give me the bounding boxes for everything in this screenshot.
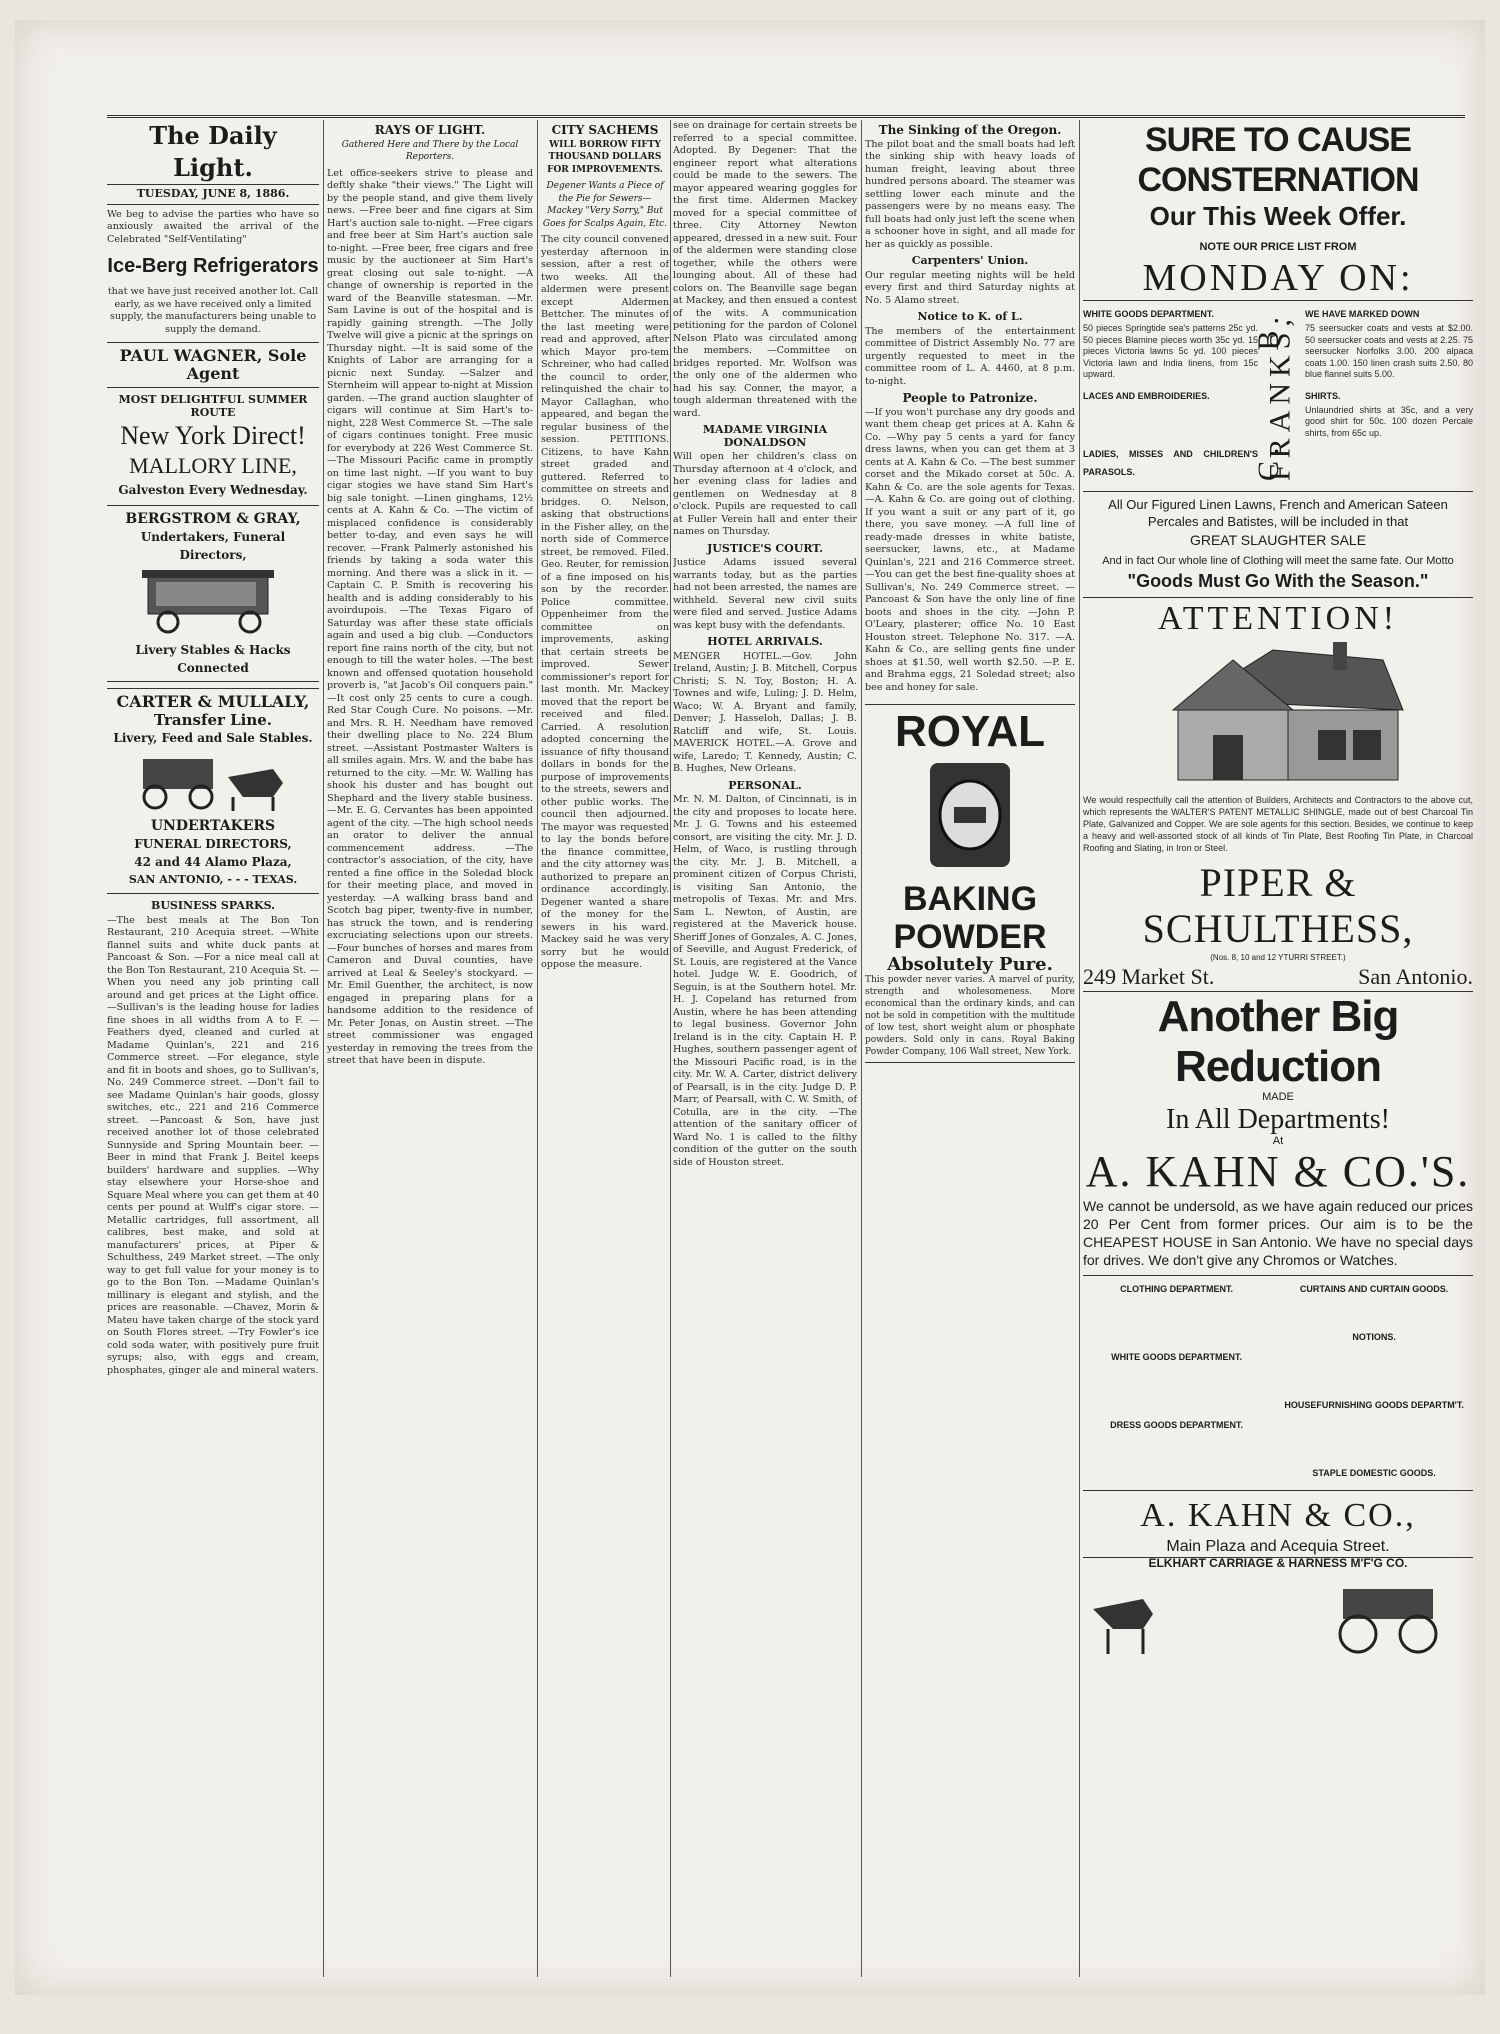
livery-stables: Livery Stables & Hacks Connected (135, 642, 291, 675)
all-departments: In All Departments! (1166, 1103, 1390, 1135)
made-word: MADE (1262, 1091, 1294, 1103)
notions-heading: NOTIONS. (1352, 1332, 1396, 1342)
figured-lawns: All Our Figured Linen Lawns, French and American Sateen Percales and Batistes, will be included in that (1108, 497, 1448, 529)
new-york-direct: New York Direct! (120, 421, 306, 450)
dateline: TUESDAY, JUNE 8, 1886. (107, 185, 319, 205)
dress-goods-heading: DRESS GOODS DEPARTMENT. (1110, 1420, 1244, 1430)
carpenters-heading: Carpenters' Union. (911, 254, 1029, 267)
oregon-heading: The Sinking of the Oregon. (878, 123, 1062, 137)
staple-heading: STAPLE DOMESTIC GOODS. (1312, 1468, 1436, 1478)
iceberg-heading: Ice-Berg Refrigerators (107, 255, 319, 277)
patronize-heading: People to Patronize. (902, 391, 1038, 405)
column-5 (865, 120, 1075, 1977)
undertakers-2: UNDERTAKERS (150, 818, 276, 834)
column-3 (541, 120, 669, 1977)
main-plaza: Main Plaza and Acequia Street. (1166, 1538, 1390, 1555)
oregon-body: The pilot boat and the small boats had left the sinking ship with heavy loads of human freight, leaving about three hundred persons aboard. The steamer was settling lower each minute and the passengers were by no means easy. The full boats had only just left the scene when a schooner hove in sight, and all made for her as quickly as possible. (865, 138, 1075, 250)
column-6-ads (1083, 120, 1473, 1977)
hearse-illustration (138, 564, 288, 636)
sachems-heading: CITY SACHEMS (551, 123, 659, 137)
franks-price-list (1083, 300, 1473, 492)
kol-body: The members of the entertainment committee of District Assembly No. 77 are urgently requested to meet in the committee room of L. A. 4460, at 8 p.m. to-night. (865, 325, 1075, 387)
iceberg-body: that we have just received another lot. Call early, as we have received only a limited supply, the manufacturers being unable to supply the demand. (107, 286, 319, 335)
hotel-heading: HOTEL ARRIVALS. (707, 635, 823, 648)
column-4 (673, 120, 857, 1977)
baking-powder-can (910, 755, 1030, 875)
column-rule (1079, 120, 1080, 1977)
business-sparks-body: —The best meals at The Bon Ton Restaurant, 210 Acequia street. —White flannel suits and white duck pants at Pancoast & Son. —For a nice meal call at the Bon Ton Restaurant, 210 Acequia St. —When you need any job printing call around and get prices at the Light office. —Sullivan's is the leading house for ladies fine shoes in all widths from A to F. —Feathers dyed, cleaned and curled at Madame Quinlan's, 221 and 216 Commerce street. —For elegance, style and fit in boots and shoes, go to Sullivan's, No. 249 Commerce street. —Don't fail to see Madame Quinlan's hair goods, glossy switches, etc., 221 and 216 Commerce street. —Pancoast & Son, have just received another lot of those celebrated Sunnyside and Spring Mountain beer. —Beer in mind that Frank J. Beitel keeps builders' hardware and supplies. —Why stay elsewhere your Horse-shoe and Square Meal where you can get them at 40 cents per pound at Wulff's cigar store. —Metallic cartridges, full assortment, all calibres, best make, and sold at manufacturers' prices, at Piper & Schulthess, 249 Market street. —The only way to get full value for your money is to go to the Bon Ton. —Madame Quinlan's millinary is elegant and stylish, and the prices are reasonable. —Chavez, Morin & Mateu have taken charge of the stock yard on South Flores street. —Try Fowler's ice cold soda water, with positively pure fruit syrups; also, with eggs and cream, phosphates, ginger ale and mineral waters. (107, 914, 319, 1376)
piper-schulthess: PIPER & SCHULTHESS, (1142, 859, 1414, 951)
alamo-address: 42 and 44 Alamo Plaza, (134, 855, 292, 869)
patronize-body: —If you won't purchase any dry goods and want them cheap get prices at A. Kahn & Co. —Why pay 5 cents a yard for fancy dress lawns, when you can get them at 3 cents at A. Kahn & Co. —The best summer corset and the Mikado corset at 50c. A. Kahn & Co. are the sole agents for Texas. —A. Kahn & Co. are going out of clothing. If you want a suit or any part of it, go there, you save money. —A full line of ready-made dresses in white batiste, seersucker, lawns, etc., at Madame Quinlan's, 221 and 216 Commerce street. —You can get the best fine-quality shoes at Sullivan's, No. 249 Commerce street. —Pancoast & Son have the only line of fine boots and shoes in the city. —John P. O'Leary, plasterer; office No. 10 East Houston street. Telephone No. 317. —A. Kahn & Co., are selling gents fine under shoes at $1.50, well worth $2.50. —P. E. and Brahma eggs, 21 Soledad street; also bee and honey for sale. (865, 406, 1075, 693)
funeral-directors: FUNERAL DIRECTORS, (134, 837, 292, 851)
transfer-line: Transfer Line. (153, 710, 273, 729)
galveston-line: Galveston Every Wednesday. (118, 483, 308, 497)
motto: "Goods Must Go With the Season." (1083, 569, 1473, 598)
column-rule (537, 120, 538, 1977)
price-list-note: NOTE OUR PRICE LIST FROM (1199, 241, 1357, 253)
bergstrom-gray: BERGSTROM & GRAY, (125, 511, 301, 527)
shirts-heading: SHIRTS. (1305, 390, 1341, 401)
carter-mullaly: CARTER & MULLALY, (116, 691, 310, 711)
big-reduction: Another Big Reduction (1157, 992, 1399, 1091)
attention-heading: ATTENTION! (1157, 600, 1399, 637)
summer-route: MOST DELIGHTFUL SUMMER ROUTE (118, 393, 308, 419)
personal-body: Mr. N. M. Dalton, of Cincinnati, is in the city and proposes to locate here. Mr. J. G. Towns and his esteemed consort, are visiting the city. Mr. J. D. Helm, of Waco, is rustling through the city. Mr. J. B. Mitchell, a prominent citizen of Corpus Christi, is visiting San Antonio, the metropolis of Texas. Mr. and Mrs. Sam L. Newton, of Austin, are registered at the Maverick house. Sheriff Jones of Gonzales, A. C. Jones, of Seeville, and August Frederick, of St. Louis, are registered at the Vance hotel. Judge W. E. Goodrich, of Seguin, is at the Southern hotel. Mr. H. J. Copeland has returned from Austin, where he has been attending to legal business. Governor John Ireland is in the city. Captain H. P. Hughes, southern passenger agent of the Missouri Pacific road, is in the city. Mr. W. A. Carter, district delivery of Pearsall, is in the city. Judge D. P. Marr, of Pearsall, with C. W. Smith, of Cotulla, are in the city. —The attention of the sanitary officer of Ward No. 1 is called to the filthy condition of the gutter on the south side of Houston street. (673, 794, 857, 1168)
consternation-title: SURE TO CAUSE CONSTERNATION (1137, 121, 1419, 199)
column-2 (327, 120, 533, 1977)
intro-notice: We beg to advise the parties who have so anxiously awaited the arrival of the Celebrated "Self-Ventilating" (107, 208, 319, 245)
donaldson-heading: MADAME VIRGINIA DONALDSON (702, 423, 828, 449)
rays-body: Let office-seekers strive to please and deftly shake "their views." The Light will by the people stand, and give them lively news. —Free beer and fine cigars at Sim Hart's auction sale to-night. —Free cigars and free beer at Sim Hart's auction sale to-night. —Free beer, free cigars and free music by the auctioneer at Sim Hart's great closing out sale to-night. —A change of ownership is reported in the ward of the Beanville statesman. —Mr. Sam Lavine is out of the hospital and is rapidly gaining strength. —The Jolly Twelve will give a picnic at the springs on Thursday night. —It is said some of the Knights of Labor are arranging for a picnic next Sunday. —Salzer and Sternheim will appear to-night at Mission garden. —The grand auction slaughter of cigars will continue at Sim Hart's to-night, 228 West Commerce St. —The sale of cigars continues tonight. Free music for everybody at 226 West Commerce St. —The Missouri Pacific came in promptly on time last night. —If you want to buy cigar stogies we have stand Sim Hart's big sale tonight. —Linen ginghams, 12½ cents at A. Kahn & Co. —The victim of misplaced confidence is considerably better to-day, and even says he will recover. —Frank Palmerly astonished his friends by taking a soda water this morning. And there was a slick in it. —Captain C. P. Smith is recovering his health and is adding considerably to his avoirdupois. —The Texas Figaro of Saturday was after these state officials again and used a big club. —Conductors report fine rains north of the city, but not enough to till the water holes. —The best known and offensed quotation household proverb is, "at Jacob's Oil conquers pain." —It cost only 25 cents to cure a cough. Red Star Cough Cure. No poisons. —Mr. and Mrs. R. H. Needham have removed their dwelling place to No. 224 Blum street. —Assistant Postmaster Walters is all smiles again. Mrs. W. and the babe has returned to the city. —Mr. W. Walling has shook his duster and has bought out Shephard and the livery stable business. —Mr. E. G. Cervantes has been appointed agent of the city. —The high school needs an orator to deliver the annual commencement address. —The contractor's association, of the city, have rented a fine office in the Soledad block for their meeting place, and moved in yesterday. —A walking brass band and Scotch bag piper, twenty-five in number, has struck the town, and is rendering excruciating selections upon our streets. —Four bunches of horses and mares from Cameron and Duval counties, have arrived at Leal & Seeley's stockyard. —Mr. Emil Guenther, the architect, is now engaged in preparing plans for a handsome addition to the residence of Mr. Peter Jonas, on Austin street. —The street commissioner was engaged yesterday in removing the trees from the street that have been in dispute. (327, 167, 533, 1066)
carpenters-body: Our regular meeting nights will be held every first and third Saturday nights at No. 5 Alamo street. (865, 269, 1075, 306)
white-goods-heading: WHITE GOODS DEPARTMENT. (1083, 309, 1214, 319)
top-rule (107, 115, 1465, 118)
donaldson-body: Will open her children's class on Thursday afternoon at 4 o'clock, and her evening class for ladies and gentlemen on Wednesday at 8 o'clock. Pupils are requested to call at Fuller Verein hall and enter their names on Thursday. (673, 451, 857, 537)
undertakers-line: Undertakers, Funeral Directors, (140, 530, 286, 562)
week-offer: Our This Week Offer. (1149, 201, 1407, 231)
monday-on: MONDAY ON: (1142, 257, 1414, 299)
white-goods-body: 50 pieces Springtide sea's patterns 25c yd. 50 pieces Blamine pieces worth 35c yd. 15 pieces Victoria lawns 5c yd. 100 pieces Victoria lawn and India linens, from 15c upward. (1083, 323, 1258, 379)
marked-down-body: 75 seersucker coats and vests at $2.00. 50 seersucker coats and vests at 2.25. 75 seersucker Norfolks 3.00. 200 alpaca coats 1.00. 150 linen crash suits 2.50. 80 blue flannel suits 5.00. (1305, 323, 1473, 379)
marked-down-heading: WE HAVE MARKED DOWN (1305, 309, 1420, 319)
kahn-footer: A. KAHN & CO., (1083, 1490, 1473, 1541)
attention-body: We would respectfully call the attention of Builders, Architects and Contractors to the above cut, which represents the WALTER'S PATENT METALLIC SHINGLE, made out of best Charcoal Tin Plate, Galvanized and Copper. We are sole agents for this section. Besides, we continue to keep a heavy and well-assorted stock of all kinds of Tin Plate, Best Roofing Tin Plate, in Charcoal Roofing and Slating, in Iron or Steel. (1083, 794, 1473, 853)
justice-body: Justice Adams issued several warrants today, but as the parties had not been arrested, the names are withheld. Several new civil suits were filed and served. Justice Adams was kept busy with the defendants. (673, 557, 857, 631)
hotel-body: MENGER HOTEL.—Gov. John Ireland, Austin; J. B. Mitchell, Corpus Christi; S. N. Toy, Boston; H. A. Townes and wife, Luling; J. D. Helm, Waco; W. A. Bryant and family, Denver; J. Hasseloh, Dallas; J. B. Ratcliff and wife, St. Louis. MAVERICK HOTEL.—A. Grove and wife, Laredo; T. Kennedy, Austin; C. B. Hughes, New Orleans. (673, 650, 857, 774)
slaughter-sale: GREAT SLAUGHTER SALE (1189, 532, 1367, 548)
white-dept-heading: WHITE GOODS DEPARTMENT. (1111, 1352, 1243, 1362)
clothing-dept-heading: CLOTHING DEPARTMENT. (1120, 1284, 1234, 1294)
column-1 (107, 120, 319, 1977)
council-continued: see on drainage for certain streets be referred to a special committee. Adopted. By Degener: That the engineer report what alterations could be made to the sewers. The mayor appeared wearing goggles for the first time. Aldermen Mackey moved for a special committee of three. City Attorney Newton appeared, dressed in a new suit. Four of the aldermen were standing close together, while the others were lounging about. All of these had colors on. The Beanville sage began at Mackey, and then ensued a contest of the wits. A communication petitioning for the pardon of Colonel Nelson Plato was circulated among the members. —Committee on bridges reported. Mr. Wolfson was the only one of the aldermen who had his say. Conner, the mayor, a tough alderman threatened with the ward. (673, 120, 857, 419)
column-rule (861, 120, 862, 1977)
at-word: At (1272, 1134, 1284, 1147)
business-sparks-heading: BUSINESS SPARKS. (151, 899, 275, 912)
baking-powder-title: BAKING POWDER (893, 879, 1047, 956)
market-street: 249 Market St. (1083, 964, 1215, 989)
royal-title: ROYAL (895, 707, 1045, 756)
rays-subhead: Gathered Here and There by the Local Reporters. (341, 139, 519, 162)
royal-body: This powder never varies. A marvel of purity, strength and wholesomeness. More economical than the ordinary kinds, and can not be sold in competition with the multitude of low test, short weight alum or phosphate powders. Sold only in cans. Royal Baking Powder Company, 106 Wall street, New York. (865, 974, 1075, 1057)
rays-heading: RAYS OF LIGHT. (374, 123, 486, 137)
parasols-heading: LADIES, MISSES AND CHILDREN'S PARASOLS. (1083, 448, 1258, 477)
san-antonio-city: SAN ANTONIO, - - - TEXAS. (128, 873, 298, 886)
mallory-line: MALLORY LINE, (129, 453, 297, 478)
feed-stables: Livery, Feed and Sale Stables. (113, 730, 313, 745)
franks-vertical: C. B. FRANKS, (1252, 311, 1297, 481)
san-antonio: San Antonio. (1358, 964, 1473, 989)
column-rule (323, 120, 324, 1977)
kahn-title: A. KAHN & CO.'S. (1085, 1147, 1471, 1196)
sachems-body: The city council convened yesterday afternoon in session, after a rest of two weeks. All the aldermen were present except Aldermen Bettcher. The minutes of the last meeting were read and approved, after which Mayor pro-tem Schreiner, who had called the council to order, relinquished the chair to Mayor Callaghan, who appeared, and began the regular business of the session. PETITIONS. Citizens, to have Kahn street graded and guttered. Referred to committee on streets and bridges. O. Nelson, asking that obstructions in the Fisher alley, on the north side of Commerce street, be removed. Filed. Geo. Reuter, for remission of a fine imposed on his son by the recorder. Police committee. Oppenheimer from the committee on improvements, asking that certain streets be improved. Sewer commissioner's report for last month. Mr. Mackey moved that the report be received and filed. Carried. A resolution adopted concerning the issuance of fifty thousand dollars in bonds for the purpose of improvements to the streets, sewers and other public works. The council then adjourned. The mayor was requested to lay the bonds before the finance committee, and the city attorney was authorized to prepare an ordinance accordingly. Degener wanted a share of the money for the sewers in his ward. Mackey said he was very sorry but he would oppose the measure. (541, 234, 669, 970)
personal-heading: PERSONAL. (728, 778, 802, 792)
justice-heading: JUSTICE'S COURT. (707, 541, 823, 555)
sachems-subhead-2: Degener Wants a Piece of the Pie for Sewers—Mackey "Very Sorry," But Goes for Scalps Again, Etc. (542, 181, 668, 229)
kol-heading: Notice to K. of L. (917, 310, 1023, 323)
masthead-title: The Daily Light. (107, 120, 319, 185)
piper-address-sub: (Nos. 8, 10 and 12 YTURRI STREET.) (1210, 952, 1346, 962)
elkhart-heading: ELKHART CARRIAGE & HARNESS M'F'G CO. (1083, 1557, 1473, 1570)
column-rule (670, 120, 671, 1977)
housefurnishing-heading: HOUSEFURNISHING GOODS DEPARTM'T. (1284, 1400, 1464, 1410)
carriage-illustration (133, 747, 293, 813)
shingle-house-illustration (1083, 640, 1473, 790)
clothing-line: And in fact Our whole line of Clothing will meet the same fate. Our Motto (1102, 555, 1454, 567)
shirts-body: Unlaundried shirts at 35c, and a very good shirt for 50c. 100 dozen Percale shirts, from 65c up. (1305, 404, 1473, 438)
kahn-body: We cannot be undersold, as we have again reduced our prices 20 Per Cent from former prices. Our aim is to be the CHEAPEST HOUSE in San Antonio. We have no special days for drives. We don't give any Chromos or Watches. (1083, 1198, 1473, 1268)
curtains-heading: CURTAINS AND CURTAIN GOODS. (1299, 1284, 1449, 1294)
newspaper-page (15, 20, 1485, 1995)
absolutely-pure: Absolutely Pure. (887, 953, 1053, 975)
wagner-agent: PAUL WAGNER, Sole Agent (119, 346, 307, 383)
sachems-subhead-1: WILL BORROW FIFTY THOUSAND DOLLARS FOR IMPROVEMENTS. (547, 139, 663, 175)
elkhart-carriage-illustration (1083, 1569, 1463, 1659)
laces-heading: LACES AND EMBROIDERIES. (1083, 390, 1210, 401)
